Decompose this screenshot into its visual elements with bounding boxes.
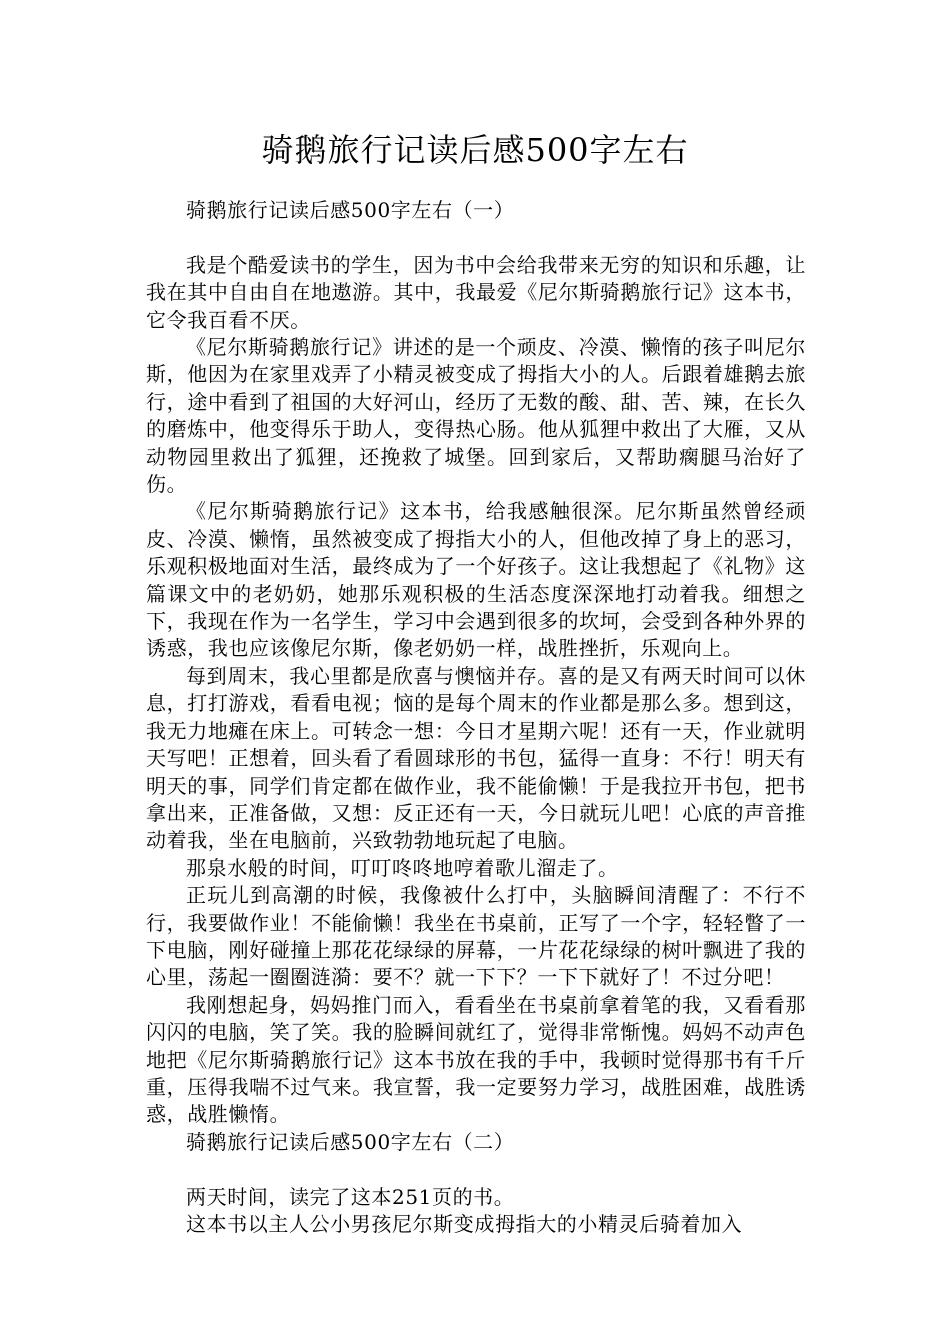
blank-line xyxy=(146,224,806,251)
paragraph: 我是个酷爱读书的学生，因为书中会给我带来无穷的知识和乐趣，让我在其中自由自在地遨游。其中，我最爱《尼尔斯骑鹅旅行记》这本书，它令我百看不厌。 xyxy=(146,252,806,332)
section-heading-2: 骑鹅旅行记读后感500字左右（二） xyxy=(186,1129,515,1154)
paragraph: 每到周末，我心里都是欣喜与懊恼并存。喜的是又有两天时间可以休息，打打游戏，看看电视；恼的是每个周末的作业都是那么多。想到这，我无力地瘫在床上。可转念一想：今日才星期六呢！还有一天，作业就明天写吧！正想着，回头看了看圆球形的书包，猛得一直身：不行！明天有明天的事，同学们肯定都在做作业，我不能偷懒！于是我拉开书包，把书拿出来，正准备做，又想：反正还有一天，今日就玩儿吧！心底的声音推动着我，坐在电脑前，兴致勃勃地玩起了电脑。 xyxy=(146,663,806,853)
document-title: 骑鹅旅行记读后感500字左右 xyxy=(261,131,689,169)
paragraph: 《尼尔斯骑鹅旅行记》这本书，给我感触很深。尼尔斯虽然曾经顽皮、冷漠、懒惰，虽然被变成了拇指大小的人，但他改掉了身上的恶习，乐观积极地面对生活，最终成为了一个好孩子。这让我想起了《礼物》这篇课文中的老奶奶，她那乐观积极的生活态度深深地打动着我。细想之下，我现在作为一名学生，学习中会遇到很多的坎坷，会受到各种外界的诱惑，我也应该像尼尔斯，像老奶奶一样，战胜挫折，乐观向上。 xyxy=(146,499,806,661)
blank-line xyxy=(146,1156,806,1183)
paragraph: 我刚想起身，妈妈推门而入，看看坐在书桌前拿着笔的我，又看看那闪闪的电脑，笑了笑。我的脸瞬间就红了，觉得非常惭愧。妈妈不动声色地把《尼尔斯骑鹅旅行记》这本书放在我的手中，我顿时觉得那书有千斤重，压得我喘不过气来。我宣誓，我一定要努力学习，战胜困难，战胜诱惑，战胜懒惰。 xyxy=(146,992,806,1127)
paragraph: 《尼尔斯骑鹅旅行记》讲述的是一个顽皮、冷漠、懒惰的孩子叫尼尔斯，他因为在家里戏弄了小精灵被变成了拇指大小的人。后跟着雄鹅去旅行，途中看到了祖国的大好河山，经历了无数的酸、甜、苦、辣，在长久的磨炼中，他变得乐于助人，变得热心肠。他从狐狸中救出了大雁，又从动物园里救出了狐狸，还挽救了城堡。回到家后，又帮助瘸腿马治好了伤。 xyxy=(146,335,806,497)
paragraph: 两天时间，读完了这本251页的书。 xyxy=(186,1184,515,1209)
paragraph: 正玩儿到高潮的时候，我像被什么打中，头脑瞬间清醒了：不行不行，我要做作业！不能偷懒！我坐在书桌前，正写了一个字，轻轻瞥了一下电脑，刚好碰撞上那花花绿绿的屏幕，一片花花绿绿的树叶飘进了我的心里，荡起一圈圈涟漪：要不？就一下下？一下下就好了！不过分吧！ xyxy=(146,883,806,990)
document-body xyxy=(146,197,806,1238)
paragraph: 这本书以主人公小男孩尼尔斯变成拇指大的小精灵后骑着加入 xyxy=(186,1212,743,1236)
section-heading-1: 骑鹅旅行记读后感500字左右（一） xyxy=(186,198,515,222)
paragraph: 那泉水般的时间，叮叮咚咚地哼着歌儿溜走了。 xyxy=(186,855,619,880)
